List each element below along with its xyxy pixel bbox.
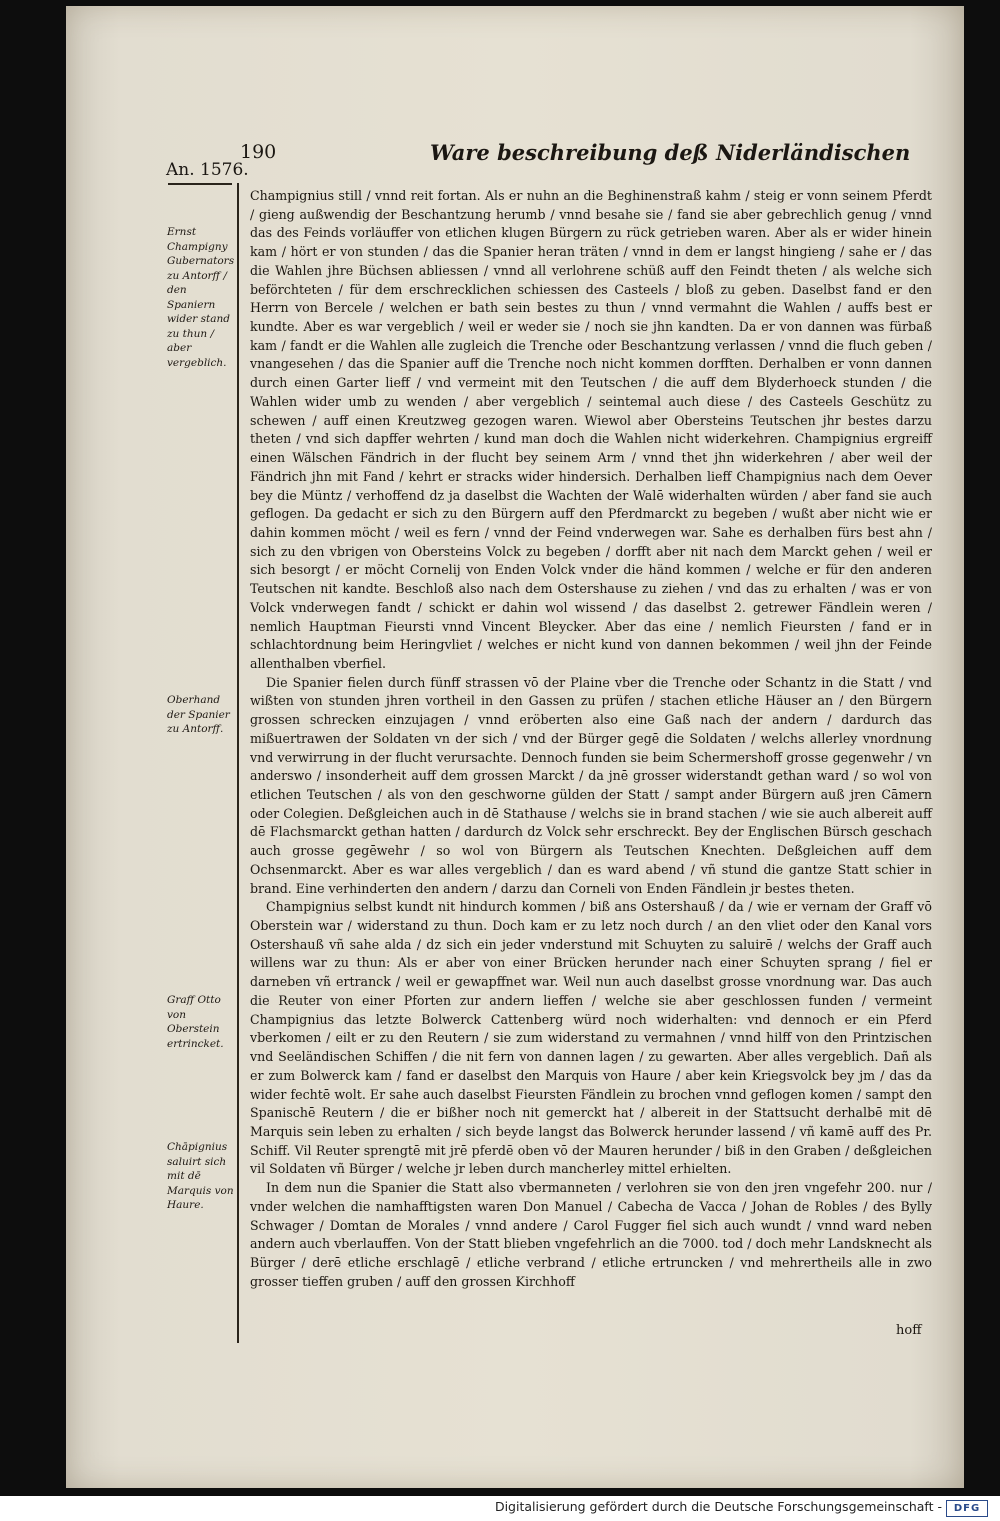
dfg-logo[interactable]: DFG — [946, 1500, 988, 1517]
margin-year: An. 1576. — [166, 160, 249, 180]
paragraph: Die Spanier fielen durch fünff strassen vō der Plaine vber die Trenche oder Schantz in die Statt / vnd wißten von stunden jhren vortheil in den Gassen zu prüfen / stachen etliche Häuser an / den Bürgern grossen schrecken einzujagen / vnnd eröberten also eine Gaß nach der andern / dardurch das mißuertrawen der Soldaten vn der sich / vnd der Bürger gegē die Soldaten / welchs allerley vnordnung vnd verwirrung in der flucht verursachte. Dennoch funden sie beim Schermershoff grosse gegenwehr / vn anderswo / insonderheit auff dem grossen Marckt / da jnē grosser widerstandt gethan ward / so wol von etlichen Teutschen / als von den geschworne gülden der Statt / sampt ander Bürgern auß jren Cāmern oder Colegien. Deßgleichen auch in dē Stathause / welchs sie in brand stachen / wie sie auch albereit auff dē Flachsmarckt gethan hatten / dardurch dz Volck sehr erschreckt. Bey der Englischen Bürsch geschach auch grosse gegēwehr / so wol von Bürgern als Teutschen Knechten. Deßgleichen auff dem Ochsenmarckt. Aber es war alles vergeblich / dan es ward abend / vñ stund die gantze Statt schier in brand. Eine verhinderten den andern / darzu dan Corneli von Enden Fändlein jr bestes theten. — [250, 674, 932, 896]
running-title: Ware beschreibung deß Niderländischen — [430, 140, 911, 165]
marginal-note: Oberhand der Spanier zu Antorff. — [167, 694, 230, 735]
marginal-note: Chāpignius saluirt sich mit dē Marquis von Haure. — [167, 1141, 234, 1211]
funding-notice: Digitalisierung gefördert durch die Deutsche Forschungsgemeinschaft - — [494, 1499, 942, 1514]
column-divider — [237, 183, 239, 1343]
page-number: 190 — [240, 141, 277, 163]
marginal-note: Graff Otto von Oberstein ertrincket. — [167, 994, 224, 1050]
margin-rule — [168, 183, 232, 185]
footer-bar — [0, 1496, 1000, 1521]
main-text — [250, 187, 932, 1291]
paragraph: Champignius selbst kundt nit hindurch kommen / biß ans Ostershauß / da / wie er vernam der Graff vō Oberstein war / widerstand zu thun. Doch kam er zu letz noch durch / an den vliet oder den Kanal vors Ostershauß vñ sahe alda / dz sich ein jeder vnderstund mit Schuyten zu saluirē / welchs der Graff auch willens war zu thun: Als er aber von einer Brücken herunder nach einer Schuyten sprang / fiel er darneben vñ ertranck / weil er gewapffnet war. Weil nun auch daselbst grosse vnordnung war. Das auch die Reuter von einer Pforten zur andern lieffen / welche sie aber geschlossen funden / vermeint Champignius das letzte Bolwerck Cattenberg würd noch widerhalten: vnd dennoch er ein Pferd vberkomen / eilt er zu den Reutern / sie zum widerstand zu vermahnen / vnnd hilff von den Printzischen vnd Seeländischen Schiffen / die nit fern von dannen lagen / zu gewarten. Aber alles vergeblich. Dañ als er zum Bolwerck kam / fand er daselbst den Marquis von Haure / aber kein Kriegsvolck bey jm / das da wider fechtē wolt. Er sahe auch daselbst Fieursten Fändlein zu brochen vnnd geflogen komen / sampt den Spanischē Reutern / die er bißher noch nit gemerckt hat / albereit in der Stattsucht derhalbē mit dē Marquis sein leben zu erhalten / sich beyde langst das Bolwerck herunder lassend / vñ kamē auff des Pr. Schiff. Vil Reuter sprengtē mit jrē pferdē oben vō der Mauren herunder / biß in den Graben / deßgleichen vil Soldaten vñ Bürger / welche jr leben durch mancherley mittel erhielten. — [250, 899, 932, 1177]
catchword: hoff — [896, 1323, 922, 1338]
marginal-note: Ernst Champigny Gubernators zu Antorff / den Spaniern wider stand zu thun / aber vergeblich. — [167, 226, 235, 369]
paragraph: In dem nun die Spanier die Statt also vbermanneten / verlohren sie von den jren vngefehr 200. nur / vnder welchen die namhafftigsten waren Don Manuel / Cabecha de Vacca / Johan de Robles / des Bylly Schwager / Domtan de Morales / vnnd andere / Carol Fugger fiel sich auch wundt / vnnd ward neben andern auch vberlauffen. Von der Statt blieben vngefehrlich an die 7000. tod / doch mehr Landsknecht als Bürger / derē etliche erschlagē / etliche verbrand / etliche ertruncken / vnd mehrertheils alle in zwo grosser tieffen gruben / auff den grossen Kirchhoff — [250, 1180, 932, 1289]
paragraph: Champignius still / vnnd reit fortan. Als er nuhn an die Beghinenstraß kahm / steig er vonn seinem Pferdt / gieng außwendig der Beschantzung herumb / vnnd besahe sie / fand sie aber gebrechlich genug / vnnd das des Feinds vorläuffer von etlichen klugen Bürgern zu rück getrieben waren. Aber als er wider hinein kam / hört er von stunden / das die Spanier heran träten / vnnd in dem er langst hingieng / sahe er / das die Wahlen jhre Büchsen abliessen / vnnd all verlohrene schüß auff den Feindt theten / als welche sich beförchteten / für dem erschrecklichen schiessen des Casteels / bloß zu geben. Daselbst fand er den Herrn von Bercele / welchen er bath sein bestes zu thun / vnnd vermahnt die Wahlen / auffs best er kundte. Aber es war vergeblich / weil er weder sie / noch sie jhn kandten. Da er von dannen was fürbaß kam / fandt er die Wahlen alle zugleich die Trenche oder Beschantzung verlassen / vnnd die fluch geben / vnangesehen / das die Spanier auff die Trenche noch nicht kommen dorfften. Derhalben er vonn dannen durch einen Garter lieff / vnd vermeint mit den Teutschen / die auff dem Blyderhoeck stunden / die Wahlen wider umb zu wenden / aber vergeblich / seintemal auch diese / des Casteels Geschütz zu schewen / auff einen Kreutzweg gezogen waren. Wiewol aber Obersteins Teutschen jhr bestes darzu theten / vnd sich dapffer wehrten / kund man doch die Wahlen nicht widerkehren. Champignius ergreiff einen Wälschen Fändrich in der flucht bey seinem Arm / vnnd thet jhn widerkehren / aber weil der Fändrich jhn mit Fand / kehrt er stracks wider hindersich. Derhalben lieff Champignius nach dem Oever bey die Müntz / verhoffend dz ja daselbst die Wachten der Walē widerhalten würden / aber fand sie auch geflogen. Da gedacht er sich zu den Bürgern auff den Pferdmarckt zu begeben / wußt aber nicht wie er dahin kommen möcht / weil es fern / vnnd der Feind vnderwegen war. Sahe es derhalben fürs best ahn / sich zu den vbrigen von Obersteins Volck zu begeben / dorfft aber nit nach dem Marckt gehen / weil er sich besorgt / er möcht Cornelij von Enden Volck vnder die händ kommen / welche er für den anderen Teutschen nit kandte. Beschloß also nach dem Ostershause zu ziehen / vnd das zu erhalten / was er von Volck vnderwegen fandt / schickt er dahin wol wissend / das daselbst 2. getrewer Fändlein weren / nemlich Hauptman Fieursti vnnd Vincent Bleycker. Aber das eine / nemlich Fieursten / fand er in schlachtordnung beim Heringvliet / welches er nicht kund von dannen bekommen / weil jhn der Feinde allenthalben vberfiel. — [250, 188, 932, 671]
